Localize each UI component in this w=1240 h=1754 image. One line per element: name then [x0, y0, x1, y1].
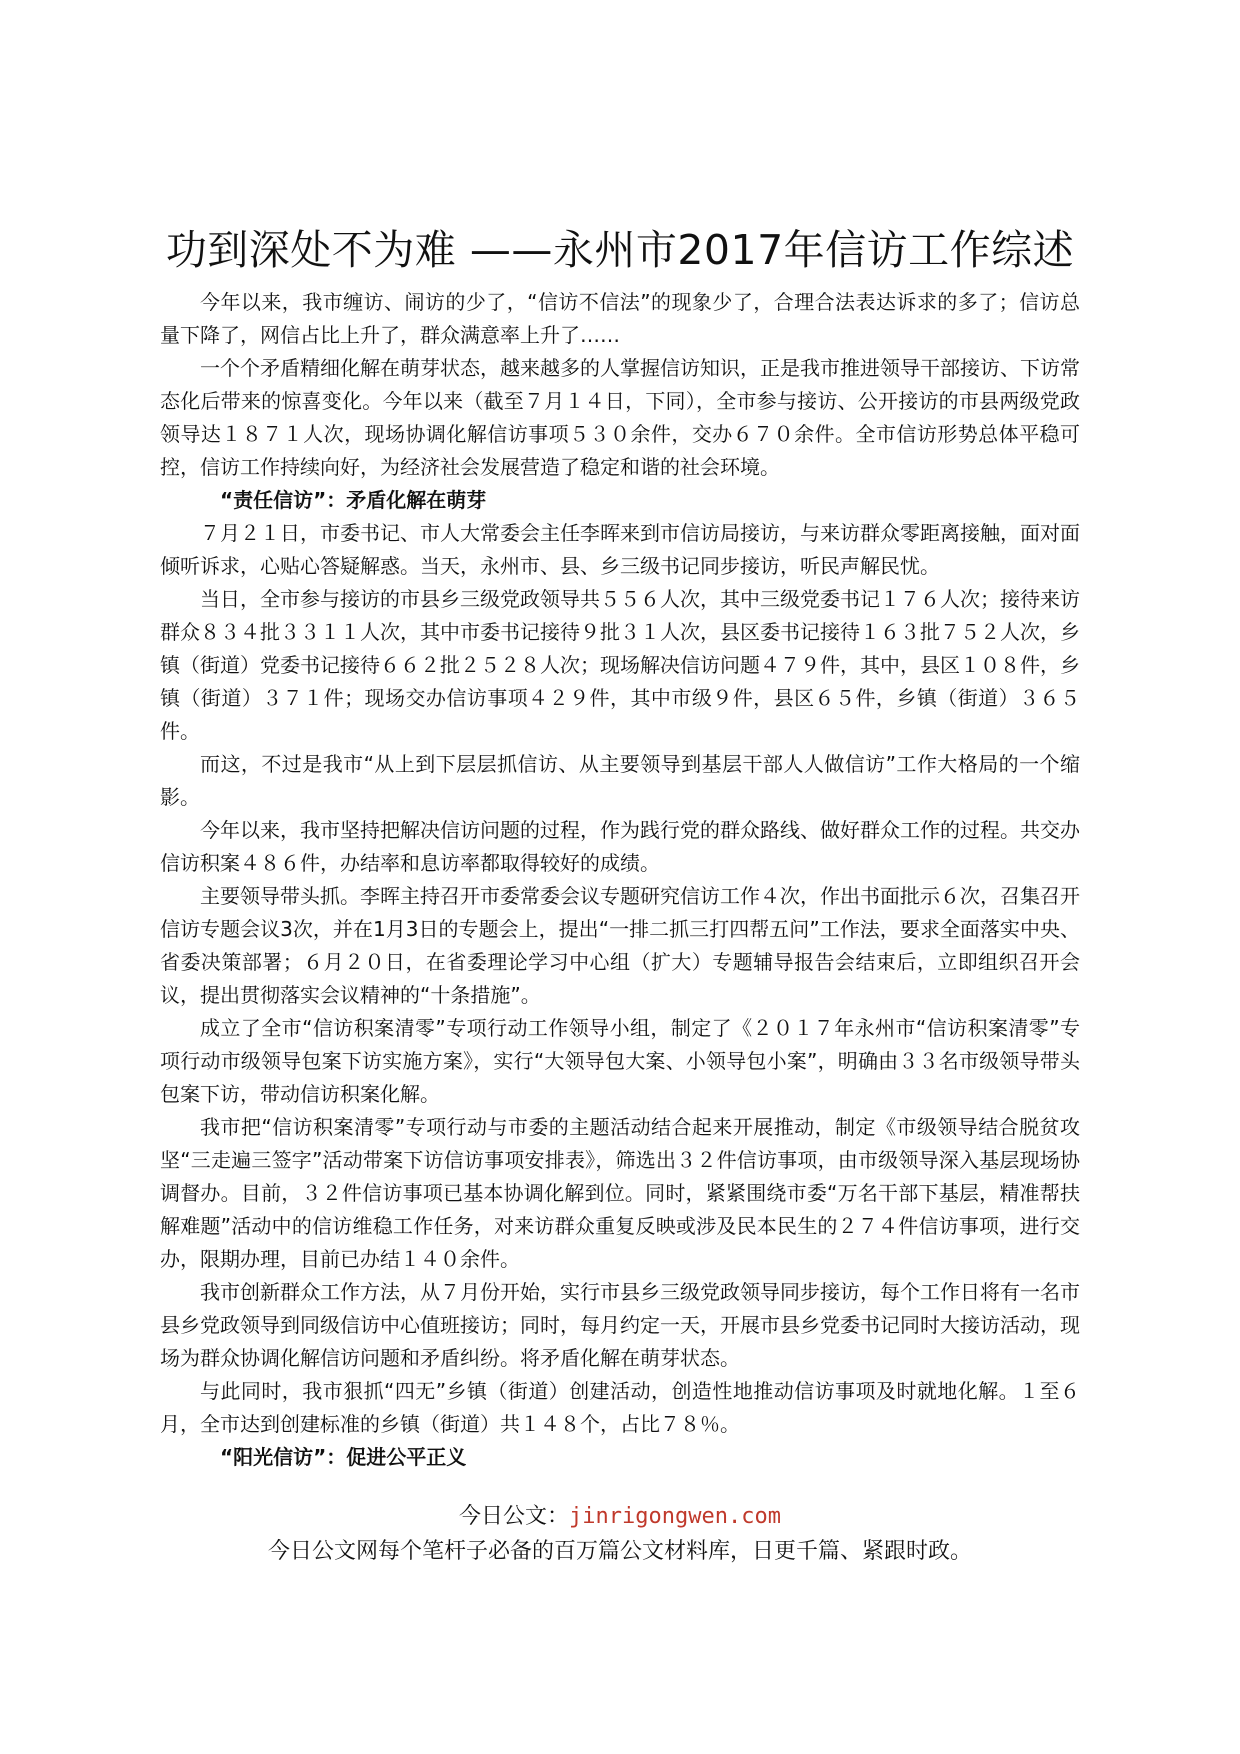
paragraph: 成立了全市“信访积案清零”专项行动工作领导小组，制定了《２０１７年永州市“信访积案清零”专项行动市级领导包案下访实施方案》，实行“大领导包大案、小领导包小案”，明确由３３名市级领导带头包案下访，带动信访积案化解。 [160, 1016, 1080, 1106]
paragraph: 而这，不过是我市“从上到下层层抓信访、从主要领导到基层干部人人做信访”工作大格局的一个缩影。 [160, 752, 1080, 809]
paragraph: 主要领导带头抓。李晖主持召开市委常委会议专题研究信访工作４次，作出书面批示６次，召集召开信访专题会议3次，并在1月3日的专题会上，提出“一排二抓三打四帮五问”工作法，要求全面落实中央、省委决策部署；６月２０日，在省委理论学习中心组（扩大）专题辅导报告会结束后，立即组织召开会议，提出贯彻落实会议精神的“十条措施”。 [160, 884, 1080, 1007]
footer-tagline: 今日公文网每个笔杆子必备的百万篇公文材料库，日更千篇、紧跟时政。 [267, 1539, 972, 1564]
paragraph: 当日，全市参与接访的市县乡三级党政领导共５５６人次，其中三级党委书记１７６人次；接待来访群众８３４批３３１１人次，其中市委书记接待９批３１人次，县区委书记接待１６３批７５２人次，乡镇（街道）党委书记接待６６２批２５２８人次；现场解决信访问题４７９件，其中，县区１０８件，乡镇（街道）３７１件；现场交办信访事项４２９件，其中市级９件，县区６５件，乡镇（街道）３６５件。 [160, 587, 1080, 743]
paragraph: 我市把“信访积案清零”专项行动与市委的主题活动结合起来开展推动，制定《市级领导结合脱贫攻坚“三走遍三签字”活动带案下访信访事项安排表》，筛选出３２件信访事项，由市级领导深入基层现场协调督办。目前，３２件信访事项已基本协调化解到位。同时，紧紧围绕市委“万名干部下基层，精准帮扶解难题”活动中的信访维稳工作任务，对来访群众重复反映或涉及民本民生的２７４件信访事项，进行交办，限期办理，目前已办结１４０余件。 [160, 1115, 1080, 1271]
paragraph: 与此同时，我市狠抓“四无”乡镇（街道）创建活动，创造性地推动信访事项及时就地化解。１至６月，全市达到创建标准的乡镇（街道）共１４８个，占比７８％。 [160, 1379, 1080, 1436]
document-title: 功到深处不为难 ——永州市2017年信访工作综述 [165, 226, 1075, 274]
paragraph: ７月２１日，市委书记、市人大常委会主任李晖来到市信访局接访，与来访群众零距离接触，面对面倾听诉求，心贴心答疑解惑。当天，永州市、县、乡三级书记同步接访，听民声解民忧。 [160, 521, 1080, 578]
footer [0, 1500, 1240, 1570]
section-heading: “责任信访”：矛盾化解在萌芽 [220, 488, 487, 512]
footer-site-line [0, 1500, 1240, 1534]
paragraph: 今年以来，我市缠访、闹访的少了，“信访不信法”的现象少了，合理合法表达诉求的多了；信访总量下降了，网信占比上升了，群众满意率上升了…… [160, 290, 1080, 347]
paragraph: 一个个矛盾精细化解在萌芽状态，越来越多的人掌握信访知识，正是我市推进领导干部接访、下访常态化后带来的惊喜变化。今年以来（截至７月１４日，下同），全市参与接访、公开接访的市县两级党政领导达１８７１人次，现场协调化解信访事项５３０余件，交办６７０余件。全市信访形势总体平稳可控，信访工作持续向好，为经济社会发展营造了稳定和谐的社会环境。 [160, 356, 1080, 479]
footer-site-label: 今日公文： [459, 1504, 570, 1529]
paragraph: 今年以来，我市坚持把解决信访问题的过程，作为践行党的群众路线、做好群众工作的过程。共交办信访积案４８６件，办结率和息访率都取得较好的成绩。 [160, 818, 1080, 875]
footer-site-link[interactable]: jinrigongwen.com [569, 1504, 781, 1529]
document-body [160, 286, 1080, 1474]
section-heading: “阳光信访”：促进公平正义 [220, 1445, 467, 1469]
paragraph: 我市创新群众工作方法，从７月份开始，实行市县乡三级党政领导同步接访，每个工作日将有一名市县乡党政领导到同级信访中心值班接访；同时，每月约定一天，开展市县乡党委书记同时大接访活动，现场为群众协调化解信访问题和矛盾纠纷。将矛盾化解在萌芽状态。 [160, 1280, 1080, 1370]
